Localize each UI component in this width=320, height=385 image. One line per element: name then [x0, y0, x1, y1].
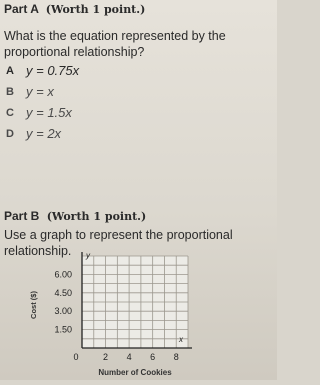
- part-b-heading: [4, 209, 146, 223]
- x-tick-label: 2: [103, 352, 109, 362]
- y-axis-title: Cost ($): [29, 291, 38, 319]
- x-tick-label: 0: [73, 352, 79, 362]
- answer-options: [6, 60, 206, 144]
- option-b[interactable]: [6, 81, 206, 102]
- part-b-question: Use a graph to represent the proportional relationship.: [4, 228, 233, 258]
- part-b-points: (Worth 1 point.): [46, 210, 147, 223]
- part-a-heading: [4, 2, 145, 16]
- option-b-equation: y = x: [26, 84, 54, 99]
- x-axis-name: x: [179, 335, 183, 344]
- y-axis-name: y: [86, 251, 90, 260]
- y-tick-label: 6.00: [54, 269, 72, 280]
- option-a-equation: y = 0.75x: [26, 63, 80, 78]
- part-a-points: (Worth 1 point.): [45, 3, 146, 16]
- option-a-letter: A: [6, 64, 14, 77]
- y-tick-label: 1.50: [54, 324, 72, 335]
- y-tick-label: 4.50: [54, 287, 72, 298]
- x-axis-title: Number of Cookies: [98, 368, 172, 377]
- option-d-letter: D: [6, 127, 14, 140]
- option-c-letter: C: [6, 106, 14, 119]
- y-tick-label: 3.00: [54, 306, 72, 317]
- cost-graph[interactable]: [0, 248, 277, 380]
- x-tick-label: 4: [126, 352, 132, 362]
- x-tick-label: 8: [173, 352, 179, 362]
- option-a[interactable]: [6, 60, 206, 81]
- option-c-equation: y = 1.5x: [26, 105, 72, 120]
- x-tick-label: 6: [150, 352, 156, 362]
- option-b-letter: B: [6, 85, 14, 98]
- option-c[interactable]: [6, 102, 206, 123]
- option-d[interactable]: [6, 123, 206, 144]
- part-a-question: What is the equation represented by the proportional relationship?: [4, 29, 226, 59]
- part-a-label: Part A: [4, 2, 39, 16]
- graph-svg[interactable]: [0, 248, 277, 380]
- option-d-equation: y = 2x: [26, 126, 62, 141]
- part-b-label: Part B: [4, 209, 40, 223]
